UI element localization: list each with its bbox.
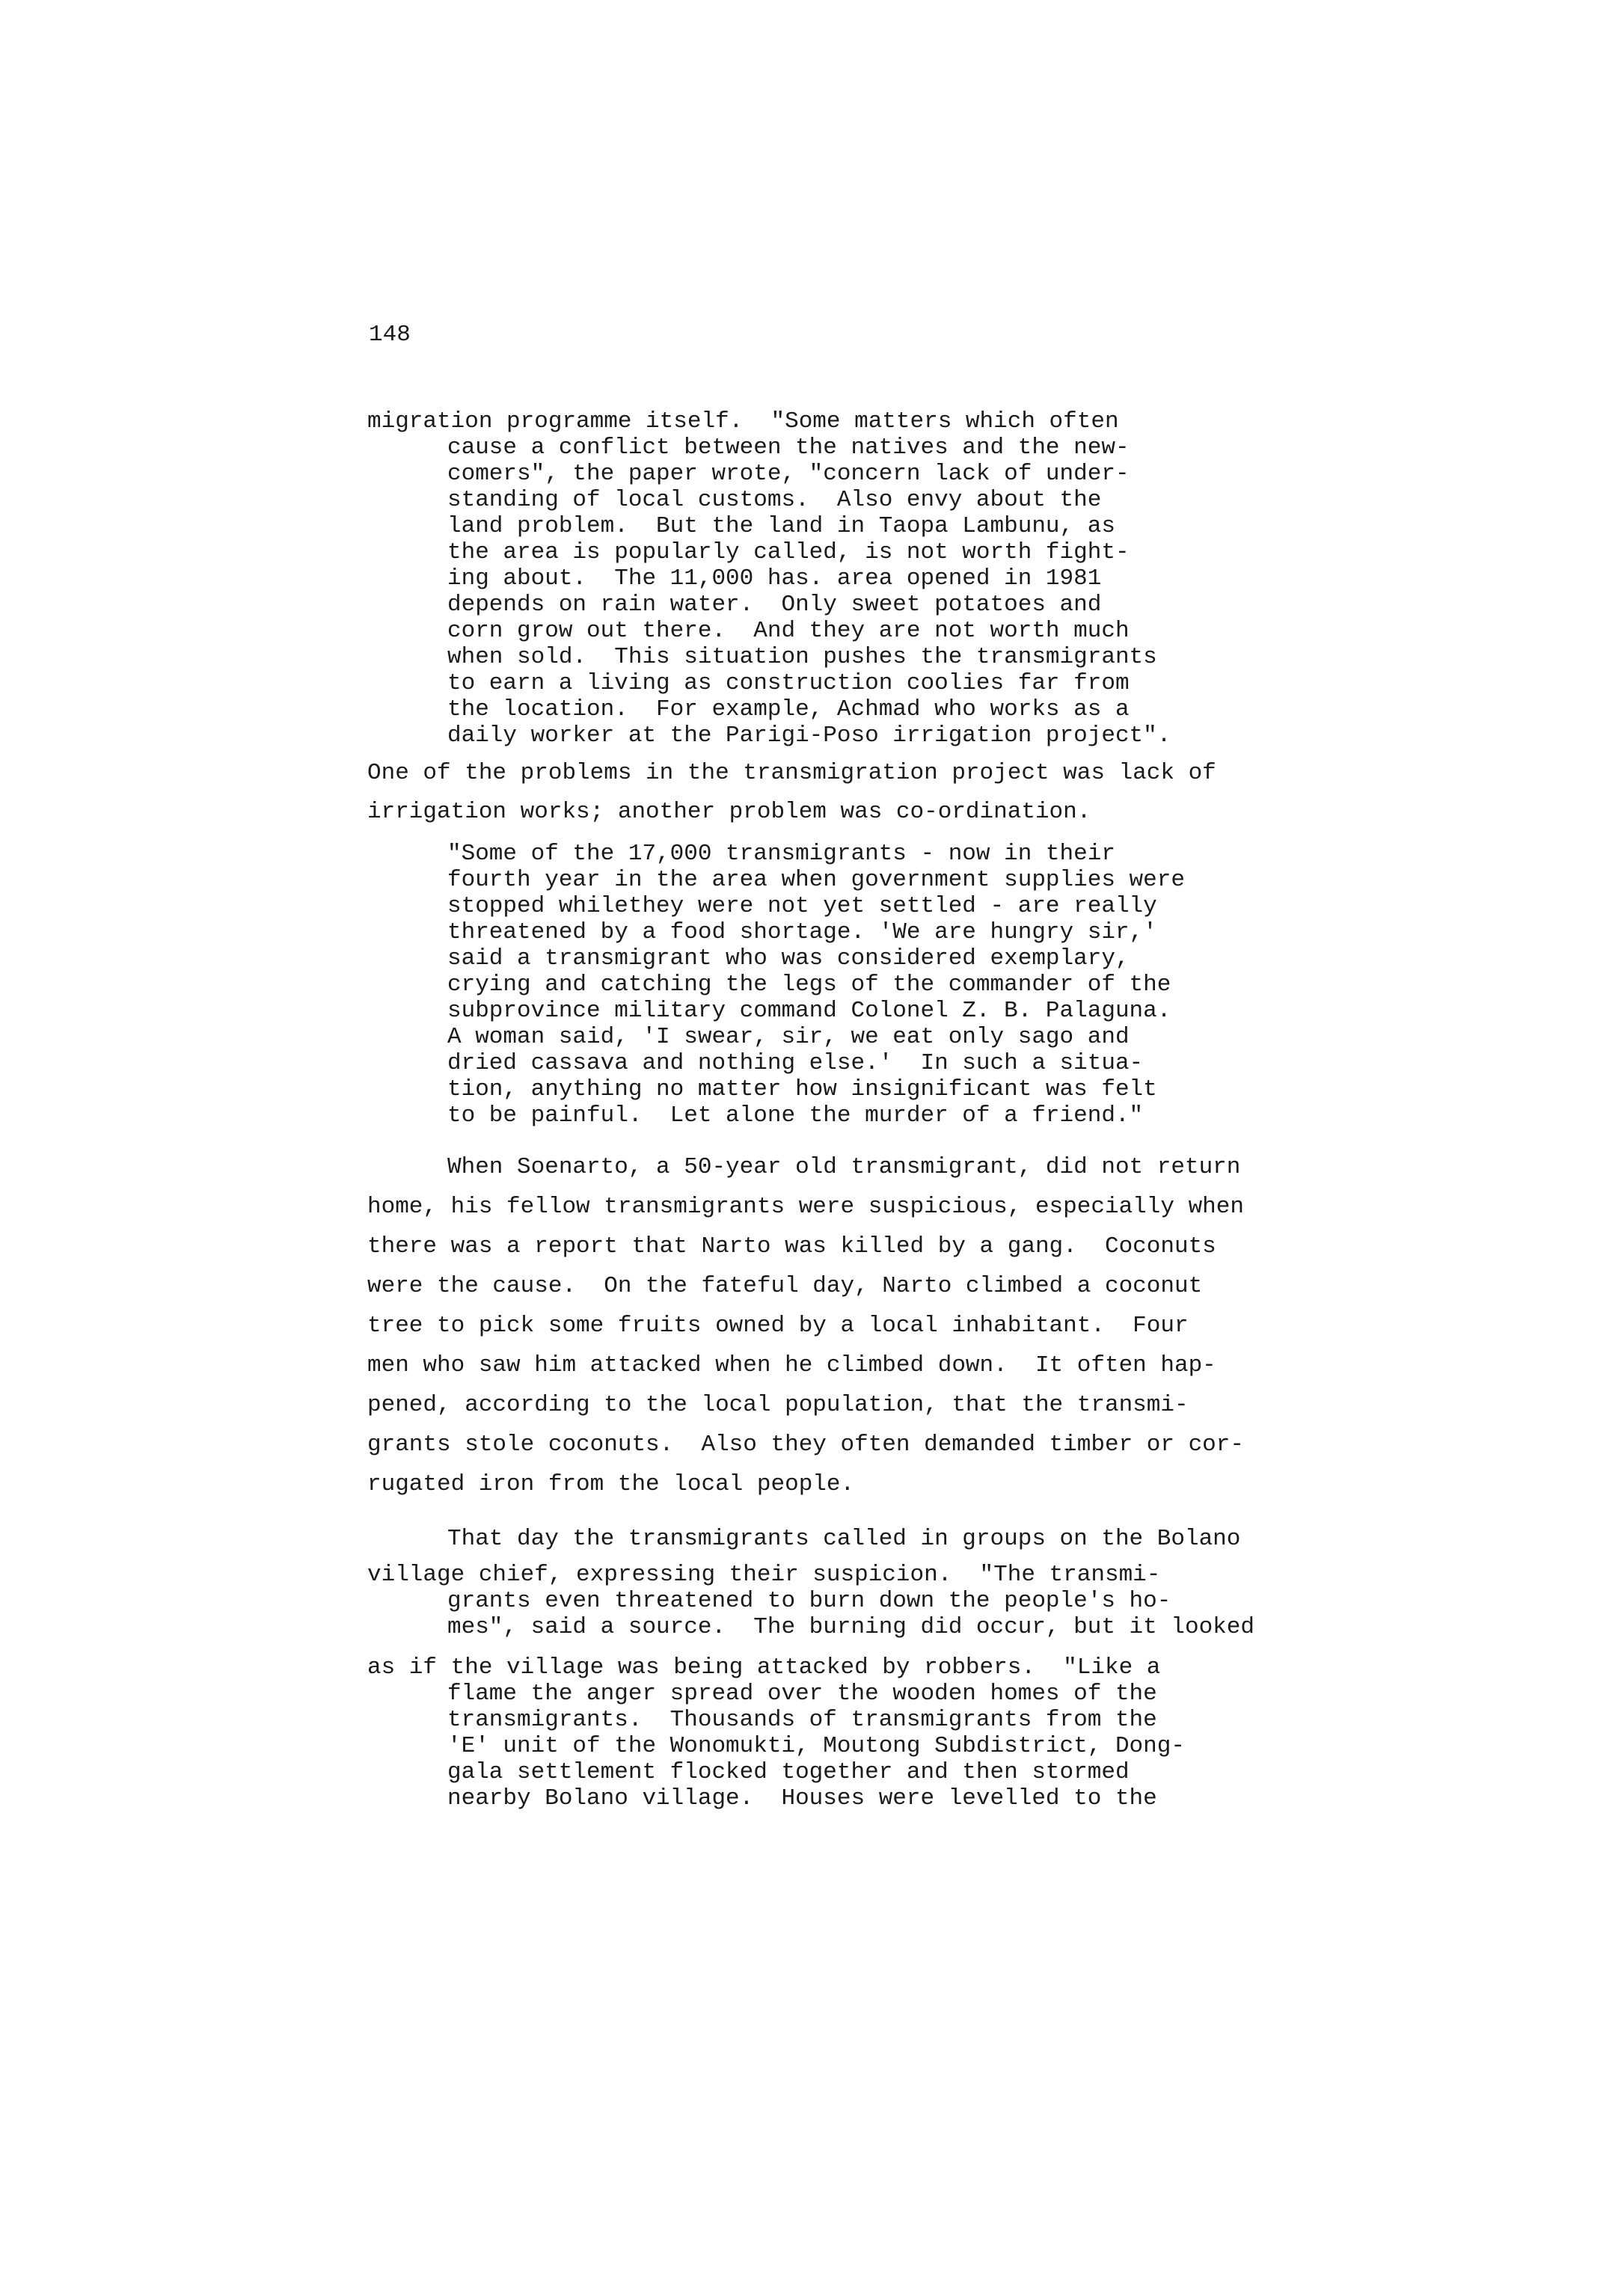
text-line: irrigation works; another problem was co-ordination. [367,799,1091,825]
text-line: daily worker at the Parigi-Poso irrigation project". [447,723,1171,749]
text-line: village chief, expressing their suspicion. "The transmi- [367,1562,1161,1588]
text-line: ing about. The 11,000 has. area opened in 1981 [447,565,1102,592]
text-line: to be painful. Let alone the murder of a friend." [447,1102,1144,1129]
text-line: men who saw him attacked when he climbed down. It often hap- [367,1352,1216,1378]
text-line: said a transmigrant who was considered exemplary, [447,945,1130,972]
text-line: the location. For example, Achmad who works as a [447,696,1130,723]
text-line: A woman said, 'I swear, sir, we eat only sago and [447,1024,1130,1050]
text-line: mes", said a source. The burning did occur, but it looked [447,1614,1254,1640]
text-line: When Soenarto, a 50-year old transmigrant, did not return [447,1154,1241,1180]
text-line: gala settlement flocked together and then stormed [447,1759,1130,1785]
text-line: crying and catching the legs of the commander of the [447,972,1171,998]
text-line: migration programme itself. "Some matters which often [367,408,1119,435]
text-line: were the cause. On the fateful day, Narto climbed a coconut [367,1273,1203,1299]
text-line: corn grow out there. And they are not worth much [447,618,1130,644]
text-line: transmigrants. Thousands of transmigrants from the [447,1707,1157,1733]
text-line: depends on rain water. Only sweet potatoes and [447,592,1102,618]
text-line: pened, according to the local population, that the transmi- [367,1392,1189,1418]
text-line: home, his fellow transmigrants were suspicious, especially when [367,1194,1244,1220]
text-line: land problem. But the land in Taopa Lambunu, as [447,513,1115,539]
text-line: dried cassava and nothing else.' In such a situa- [447,1050,1144,1076]
text-line: One of the problems in the transmigration project was lack of [367,760,1216,786]
text-line: cause a conflict between the natives and the new- [447,435,1130,461]
text-line: tree to pick some fruits owned by a local inhabitant. Four [367,1313,1189,1339]
text-line: "Some of the 17,000 transmigrants - now in their [447,841,1115,867]
text-line: to earn a living as construction coolies far from [447,670,1130,696]
text-line: 'E' unit of the Wonomukti, Moutong Subdistrict, Dong- [447,1733,1185,1759]
text-line: grants even threatened to burn down the people's ho- [447,1588,1171,1614]
text-line: tion, anything no matter how insignificant was felt [447,1076,1157,1102]
text-line: stopped whilethey were not yet settled - are really [447,893,1157,919]
text-line: standing of local customs. Also envy about the [447,487,1102,513]
text-line: grants stole coconuts. Also they often demanded timber or cor- [367,1432,1244,1458]
text-line: there was a report that Narto was killed by a gang. Coconuts [367,1233,1216,1260]
text-line: subprovince military command Colonel Z. B. Palaguna. [447,998,1171,1024]
text-line: nearby Bolano village. Houses were levelled to the [447,1785,1157,1812]
page-number: 148 [369,322,411,348]
text-line: as if the village was being attacked by robbers. "Like a [367,1654,1161,1681]
text-line: flame the anger spread over the wooden homes of the [447,1681,1157,1707]
text-line: when sold. This situation pushes the transmigrants [447,644,1157,670]
text-line: comers", the paper wrote, "concern lack of under- [447,461,1130,487]
text-line: rugated iron from the local people. [367,1471,855,1497]
text-line: That day the transmigrants called in groups on the Bolano [447,1526,1241,1552]
text-line: fourth year in the area when government supplies were [447,867,1185,893]
text-line: the area is popularly called, is not worth fight- [447,539,1130,565]
text-line: threatened by a food shortage. 'We are hungry sir,' [447,919,1157,945]
